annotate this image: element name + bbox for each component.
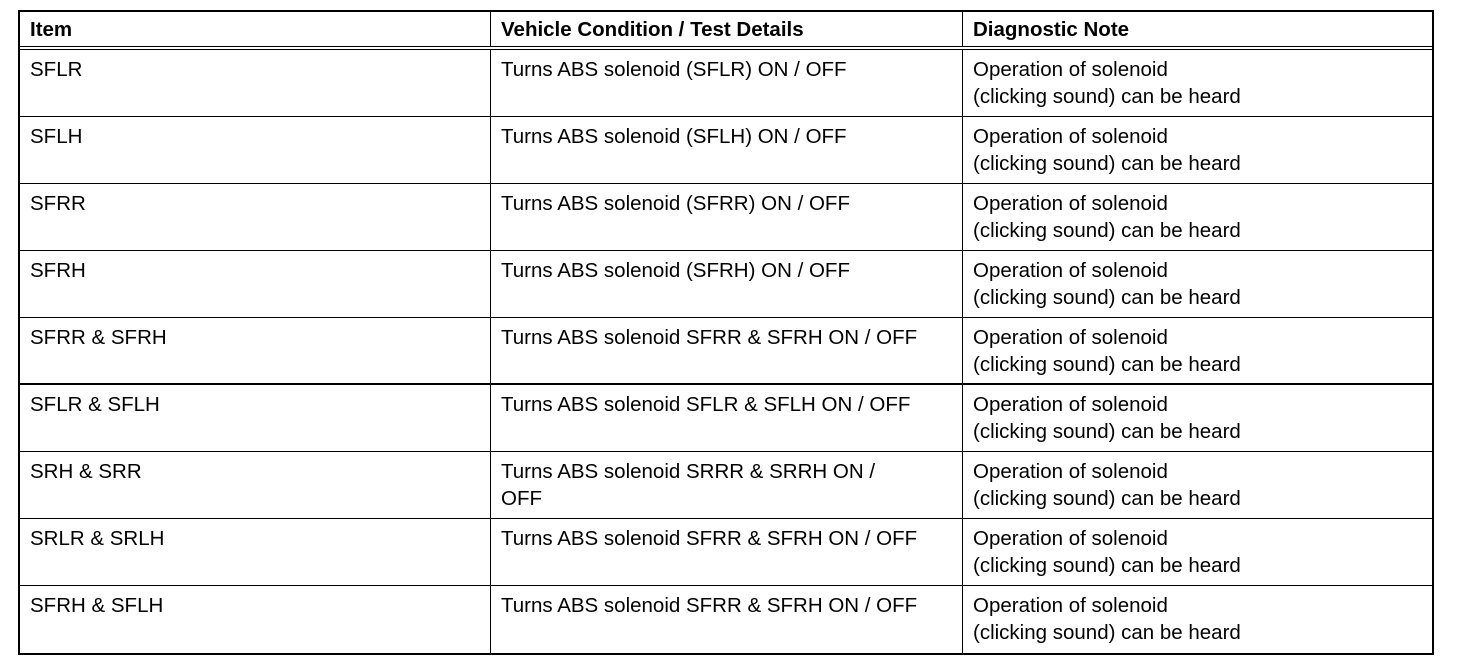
condition-cell: Turns ABS solenoid (SFLH) ON / OFF — [491, 117, 963, 183]
note-cell: Operation of solenoid (clicking sound) can be heard — [973, 125, 1241, 175]
condition-cell: Turns ABS solenoid SFRR & SFRH ON / OFF — [491, 519, 963, 585]
item-cell: SFLR & SFLH — [20, 385, 491, 451]
condition-cell: Turns ABS solenoid SFLR & SFLH ON / OFF — [491, 385, 963, 451]
note-cell: Operation of solenoid (clicking sound) can be heard — [973, 259, 1241, 309]
item-cell: SFRH — [20, 251, 491, 317]
item-cell: SFLR — [20, 50, 491, 116]
item-cell: SRLR & SRLH — [20, 519, 491, 585]
header-vehicle-condition: Vehicle Condition / Test Details — [491, 12, 963, 46]
note-cell: Operation of solenoid (clicking sound) can be heard — [973, 58, 1241, 108]
item-cell: SFLH — [20, 117, 491, 183]
table-row — [20, 318, 1432, 385]
note-cell: Operation of solenoid (clicking sound) can be heard — [973, 527, 1241, 577]
note-cell: Operation of solenoid (clicking sound) can be heard — [973, 460, 1241, 510]
table-row — [20, 385, 1432, 452]
note-cell: Operation of solenoid (clicking sound) can be heard — [973, 393, 1241, 443]
condition-cell: Turns ABS solenoid (SFLR) ON / OFF — [491, 50, 963, 116]
note-cell: Operation of solenoid (clicking sound) can be heard — [973, 326, 1241, 376]
condition-cell: Turns ABS solenoid (SFRR) ON / OFF — [491, 184, 963, 250]
item-cell: SRH & SRR — [20, 452, 491, 518]
table-row — [20, 50, 1432, 117]
item-cell: SFRR — [20, 184, 491, 250]
item-cell: SFRH & SFLH — [20, 586, 491, 653]
note-cell: Operation of solenoid (clicking sound) can be heard — [973, 192, 1241, 242]
table-row — [20, 251, 1432, 318]
table-row — [20, 586, 1432, 653]
table-row — [20, 184, 1432, 251]
table-row — [20, 519, 1432, 586]
header-item: Item — [20, 12, 491, 46]
condition-cell: Turns ABS solenoid SFRR & SFRH ON / OFF — [491, 318, 963, 383]
condition-cell: Turns ABS solenoid SFRR & SFRH ON / OFF — [491, 586, 963, 653]
item-cell: SFRR & SFRH — [20, 318, 491, 383]
table-row — [20, 452, 1432, 519]
condition-cell: Turns ABS solenoid (SFRH) ON / OFF — [491, 251, 963, 317]
header-diagnostic-note: Diagnostic Note — [973, 18, 1130, 41]
table-header — [20, 12, 1432, 50]
note-cell: Operation of solenoid (clicking sound) can be heard — [973, 594, 1241, 644]
condition-cell: Turns ABS solenoid SRRR & SRRH ON / OFF — [491, 452, 963, 518]
diagnostic-table — [18, 10, 1434, 655]
table-row — [20, 117, 1432, 184]
